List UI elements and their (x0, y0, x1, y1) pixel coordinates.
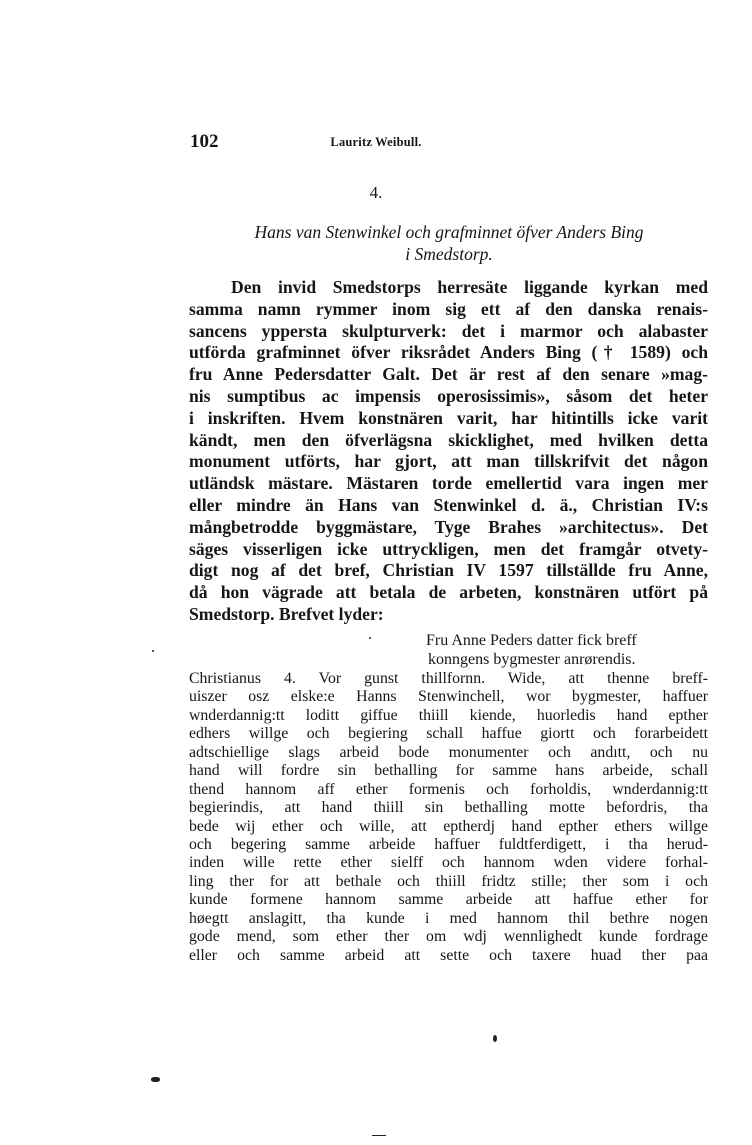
scan-speck (151, 1077, 160, 1082)
body-line: säges visserligen icke uttryckligen, men det framgår otvety- (189, 538, 708, 559)
letter-line: och begering samme arbeide haffuer fuldtferdigett, i tha herud- (189, 835, 708, 853)
letter-text (189, 670, 708, 965)
letter-line: begierindis, att hand thiill sin bethalling motte befordris, tha (189, 799, 708, 817)
scan-speck (493, 1035, 497, 1042)
body-line: kändt, men den öfverlägsna skicklighet, med hvilken detta (189, 429, 708, 450)
letter-line: eller och samme arbeid att sette och taxere huad ther paa (189, 946, 708, 964)
letter-line: inden wille rette ether sielff och hannom wden videre forhal- (189, 854, 708, 872)
scan-speck (152, 650, 154, 652)
running-head: Lauritz Weibull. (330, 135, 422, 149)
letter-line: ling ther for att bethale och thiill fridtz stille; ther som i och (189, 872, 708, 890)
letter-line: gode mend, som ether ther om wdj wennlighedt kunde fordrage (189, 928, 708, 946)
scan-speck (369, 637, 371, 639)
body-line: monument utförts, har gjort, att man tillskrifvit det någon (189, 451, 708, 472)
body-line: utländsk mästare. Mästaren torde emellertid vara ingen mer (189, 473, 708, 494)
title-line: Hans van Stenwinkel och grafminnet öfver Anders Bing (254, 222, 644, 242)
scan-speck (372, 1135, 386, 1136)
body-line: Den invid Smedstorps herresäte liggande kyrkan med (231, 277, 708, 297)
body-line: samma namn rymmer inom sig ett af den danska renais- (189, 298, 708, 319)
letter-line: hand will fordre sin bethalling for samme hans arbeide, schall (189, 762, 708, 780)
body-paragraph (189, 277, 708, 626)
body-line: sancens yppersta skulpturverk: det i marmor och alabaster (189, 320, 708, 341)
title-line: i Smedstorp. (405, 244, 493, 264)
page-number: 102 (190, 131, 219, 152)
body-line: nis sumptibus ac impensis operosissimis», såsom det heter (189, 385, 708, 406)
body-line: digt nog af det bref, Christian IV 1597 tillställde fru Anne, (189, 560, 708, 581)
letter-line: uiszer osz elske:e Hanns Stenwinchell, wor bygmester, haffuer (189, 688, 708, 706)
body-line: då hon vägrade att betala de arbeten, konstnären utfört på (189, 582, 708, 603)
letter-heading-line: konngens bygmester anrørendis. (428, 651, 636, 668)
section-number: 4. (369, 183, 383, 202)
letter-line: Christianus 4. Vor gunst thillfornn. Wide, att thenne breff- (189, 670, 708, 687)
body-line: fru Anne Pedersdatter Galt. Det är rest af den senare »mag- (189, 364, 708, 385)
article-title (190, 221, 708, 265)
body-line: mångbetrodde byggmästare, Tyge Brahes »architectus». Det (189, 516, 708, 537)
body-line: Smedstorp. Brefvet lyder: (189, 603, 384, 624)
body-line: utförda grafminnet öfver riksrådet Anders Bing († 1589) och (189, 342, 708, 363)
letter-line: høegtt anslagitt, tha kunde i med hannom thil bethre nogen (189, 909, 708, 927)
body-line: eller mindre än Hans van Stenwinkel d. ä., Christian IV:s (189, 494, 708, 515)
letter-line: adtschiellige slags arbeid bode monumenter och andıtt, och nu (189, 743, 708, 761)
letter-line: kunde formene hannom samme arbeide att haffue ether for (189, 891, 708, 909)
letter-heading-line: Fru Anne Peders datter fick breff (426, 632, 637, 649)
letter-line: wnderdannig:tt loditt giffue thiill kiende, huorledis hand epther (189, 706, 708, 724)
letter-line: thend hannom aff ether formenis och forholdis, wnderdannig:tt (189, 780, 708, 798)
body-line: i inskriften. Hvem konstnären varit, har hitintills icke varit (189, 407, 708, 428)
letter-line: edhers willge och begiering schall haffue giortt och forarbeidett (189, 725, 708, 743)
letter-heading (426, 631, 716, 669)
letter-line: bede wij ether och wille, att eptherdj hand epther ethers willge (189, 817, 708, 835)
